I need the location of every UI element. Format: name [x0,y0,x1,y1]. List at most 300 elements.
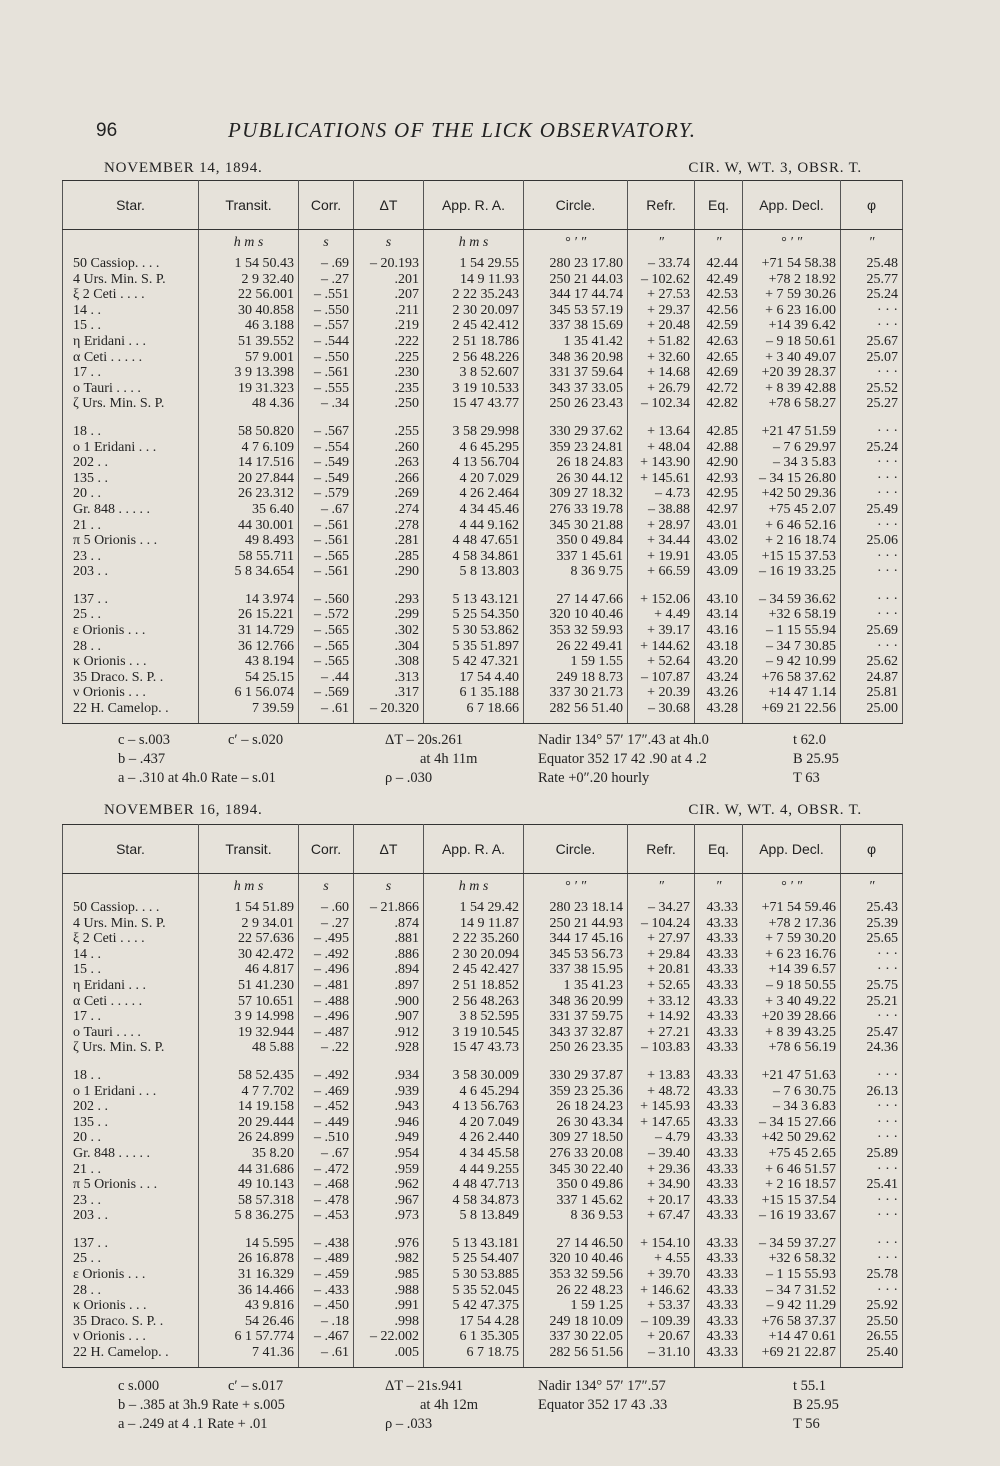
cell-ra: 4 34 45.46 [424,502,524,518]
cell-star: ν Orionis . . . [63,1329,199,1345]
cell-ra: 17 54 4.40 [424,670,524,686]
cell-star: 20 . . [63,1130,199,1146]
cell-eq: 43.33 [695,1115,743,1131]
footer-equator: Equator 352 17 43 .33 [538,1397,668,1413]
footer-a: a – .310 at 4h.0 Rate – s.01 [118,770,276,786]
table-row [63,900,903,916]
cell-decl: +14 47 0.61 [743,1329,841,1345]
cell-refr: – 103.83 [628,1040,695,1056]
cell-dt: .943 [354,1099,424,1115]
cell-phi: 25.00 [841,701,903,723]
table-row [63,1009,903,1025]
cell-transit: 20 27.844 [199,471,299,487]
cell-phi: · · · [841,1236,903,1252]
cell-phi: 26.13 [841,1084,903,1100]
section-1-cir: CIR. W, WT. 3, OBSR. T. [688,160,862,176]
cell-phi: · · · [841,1251,903,1267]
header-ra: App. R. A. [424,181,524,230]
table-row [63,287,903,303]
cell-ra: 4 6 45.295 [424,440,524,456]
unit-refr: ″ [628,230,695,257]
cell-star: 18 . . [63,1068,199,1084]
cell-decl: + 7 59 30.20 [743,931,841,947]
footer-nadir: Nadir 134° 57′ 17″.57 [538,1378,666,1394]
cell-star: 137 . . [63,1236,199,1252]
cell-refr: + 19.91 [628,549,695,565]
cell-ra: 15 47 43.77 [424,396,524,412]
table-row [63,962,903,978]
footer-c: c s.000 [118,1378,160,1394]
cell-refr: + 20.81 [628,962,695,978]
cell-phi: 25.39 [841,916,903,932]
cell-dt: .900 [354,994,424,1010]
table-row [63,931,903,947]
table-row [63,1298,903,1314]
cell-eq: 43.33 [695,916,743,932]
cell-dt: .266 [354,471,424,487]
cell-circle: 330 29 37.87 [524,1068,628,1084]
cell-ra: 2 22 35.243 [424,287,524,303]
cell-eq: 43.09 [695,564,743,580]
cell-eq: 42.88 [695,440,743,456]
footer-dt_at: at 4h 12m [420,1397,478,1413]
cell-corr: – .61 [299,1345,354,1367]
table-row [63,1084,903,1100]
cell-transit: 1 54 50.43 [199,256,299,272]
cell-refr: + 27.97 [628,931,695,947]
table-row [63,1267,903,1283]
cell-refr: + 34.44 [628,533,695,549]
page-header [0,118,1000,148]
cell-corr: – .459 [299,1267,354,1283]
footer-T: T 63 [793,770,820,786]
cell-star: 18 . . [63,424,199,440]
cell-circle: 337 30 22.05 [524,1329,628,1345]
cell-star: 15 . . [63,318,199,334]
cell-star: α Ceti . . . . . [63,994,199,1010]
cell-star: 135 . . [63,471,199,487]
cell-transit: 3 9 14.998 [199,1009,299,1025]
cell-ra: 5 35 51.897 [424,639,524,655]
table-row [63,1025,903,1041]
cell-phi: · · · [841,1283,903,1299]
cell-circle: 27 14 46.50 [524,1236,628,1252]
cell-dt: .250 [354,396,424,412]
cell-dt: .281 [354,533,424,549]
cell-corr: – .555 [299,381,354,397]
cell-circle: 348 36 20.98 [524,350,628,366]
cell-circle: 359 23 25.36 [524,1084,628,1100]
cell-corr: – .544 [299,334,354,350]
cell-circle: 345 30 22.40 [524,1162,628,1178]
cell-dt: .230 [354,365,424,381]
cell-eq: 43.33 [695,931,743,947]
cell-refr: + 51.82 [628,334,695,350]
cell-decl: +78 2 17.36 [743,916,841,932]
cell-decl: +15 15 37.54 [743,1193,841,1209]
cell-dt: .313 [354,670,424,686]
cell-circle: 1 35 41.42 [524,334,628,350]
cell-corr: – .551 [299,287,354,303]
cell-dt: .874 [354,916,424,932]
cell-transit: 2 9 32.40 [199,272,299,288]
observation-table-nov16 [62,824,903,1368]
cell-circle: 337 30 21.73 [524,685,628,701]
cell-transit: 3 9 13.398 [199,365,299,381]
cell-eq: 43.33 [695,1251,743,1267]
cell-circle: 345 30 21.88 [524,518,628,534]
cell-transit: 19 32.944 [199,1025,299,1041]
cell-corr: – .572 [299,607,354,623]
cell-corr: – .469 [299,1084,354,1100]
cell-phi: · · · [841,564,903,580]
table-row [63,1162,903,1178]
cell-decl: + 8 39 43.25 [743,1025,841,1041]
cell-refr: + 20.48 [628,318,695,334]
cell-transit: 49 10.143 [199,1177,299,1193]
cell-decl: – 34 3 5.83 [743,455,841,471]
cell-circle: 344 17 44.74 [524,287,628,303]
table-row [63,486,903,502]
cell-ra: 3 8 52.607 [424,365,524,381]
cell-ra: 4 44 9.162 [424,518,524,534]
cell-corr: – .67 [299,502,354,518]
cell-refr: + 146.62 [628,1283,695,1299]
header-eq: Eq. [695,825,743,874]
cell-decl: +75 45 2.65 [743,1146,841,1162]
cell-transit: 46 4.817 [199,962,299,978]
table-row [63,670,903,686]
cell-star: ζ Urs. Min. S. P. [63,396,199,412]
cell-corr: – .561 [299,533,354,549]
cell-refr: + 26.79 [628,381,695,397]
cell-eq: 43.20 [695,654,743,670]
cell-corr: – .565 [299,623,354,639]
cell-eq: 43.05 [695,549,743,565]
cell-eq: 42.90 [695,455,743,471]
header-phi: φ [841,825,903,874]
cell-refr: + 152.06 [628,592,695,608]
cell-phi: 24.36 [841,1040,903,1056]
cell-dt: .225 [354,350,424,366]
table-row [63,350,903,366]
cell-dt: .211 [354,303,424,319]
header-star: Star. [63,825,199,874]
cell-circle: 353 32 59.56 [524,1267,628,1283]
cell-dt: .005 [354,1345,424,1367]
cell-phi: 25.62 [841,654,903,670]
cell-circle: 345 53 57.19 [524,303,628,319]
footer-c: c – s.003 [118,732,170,748]
cell-ra: 4 6 45.294 [424,1084,524,1100]
cell-transit: 54 25.15 [199,670,299,686]
cell-decl: + 2 16 18.74 [743,533,841,549]
cell-decl: + 7 59 30.26 [743,287,841,303]
cell-phi: · · · [841,1162,903,1178]
cell-decl: – 7 6 30.75 [743,1084,841,1100]
cell-refr: + 66.59 [628,564,695,580]
header-circle: Circle. [524,181,628,230]
footer-rho: ρ – .033 [385,1416,433,1432]
cell-circle: 250 26 23.35 [524,1040,628,1056]
cell-eq: 42.49 [695,272,743,288]
table-row [63,518,903,534]
header-dt: ΔT [354,825,424,874]
cell-phi: · · · [841,455,903,471]
cell-circle: 1 59 1.55 [524,654,628,670]
cell-refr: + 13.83 [628,1068,695,1084]
cell-dt: .278 [354,518,424,534]
cell-eq: 42.63 [695,334,743,350]
cell-dt: .881 [354,931,424,947]
table-row [63,639,903,655]
header-dt: ΔT [354,181,424,230]
cell-dt: .290 [354,564,424,580]
section-2-cir: CIR. W, WT. 4, OBSR. T. [688,802,862,818]
cell-circle: 348 36 20.99 [524,994,628,1010]
cell-decl: – 9 42 10.99 [743,654,841,670]
cell-phi: 25.43 [841,900,903,916]
cell-star: 203 . . [63,1208,199,1224]
cell-ra: 6 1 35.305 [424,1329,524,1345]
table-row [63,396,903,412]
cell-dt: .894 [354,962,424,978]
cell-decl: – 34 59 37.27 [743,1236,841,1252]
cell-dt: .988 [354,1283,424,1299]
cell-decl: – 34 3 6.83 [743,1099,841,1115]
cell-dt: .949 [354,1130,424,1146]
cell-eq: 43.33 [695,1146,743,1162]
table-row [63,440,903,456]
cell-dt: .954 [354,1146,424,1162]
table-row [63,701,903,723]
footer-dt: ΔT – 21s.941 [385,1378,463,1394]
cell-eq: 43.33 [695,1345,743,1367]
cell-star: η Eridani . . . [63,334,199,350]
cell-decl: +15 15 37.53 [743,549,841,565]
cell-decl: + 3 40 49.07 [743,350,841,366]
cell-eq: 43.10 [695,592,743,608]
cell-refr: – 31.10 [628,1345,695,1367]
cell-phi: · · · [841,1068,903,1084]
cell-dt: .998 [354,1314,424,1330]
cell-refr: + 144.62 [628,639,695,655]
cell-corr: – .468 [299,1177,354,1193]
cell-transit: 30 42.472 [199,947,299,963]
footer-b: b – .437 [118,751,166,767]
unit-ra: h m s [424,874,524,901]
cell-circle: 27 14 47.66 [524,592,628,608]
cell-decl: +32 6 58.19 [743,607,841,623]
cell-star: 135 . . [63,1115,199,1131]
cell-dt: .928 [354,1040,424,1056]
cell-dt: .317 [354,685,424,701]
cell-star: 28 . . [63,1283,199,1299]
table-row [63,1251,903,1267]
unit-eq: ″ [695,230,743,257]
cell-transit: 20 29.444 [199,1115,299,1131]
cell-ra: 4 44 9.255 [424,1162,524,1178]
unit-circle: ° ′ ″ [524,230,628,257]
unit-star [63,230,199,257]
cell-dt: .897 [354,978,424,994]
footer-a: a – .249 at 4 .1 Rate + .01 [118,1416,268,1432]
cell-star: 17 . . [63,365,199,381]
cell-refr: – 34.27 [628,900,695,916]
cell-phi: 25.21 [841,994,903,1010]
cell-corr: – .496 [299,1009,354,1025]
cell-transit: 58 57.318 [199,1193,299,1209]
footer-B: B 25.95 [793,751,839,767]
header-transit: Transit. [199,825,299,874]
cell-eq: 43.33 [695,1084,743,1100]
cell-phi: · · · [841,518,903,534]
cell-star: κ Orionis . . . [63,1298,199,1314]
cell-decl: – 1 15 55.94 [743,623,841,639]
cell-decl: +78 6 56.19 [743,1040,841,1056]
cell-decl: – 34 59 36.62 [743,592,841,608]
cell-eq: 43.33 [695,1068,743,1084]
cell-ra: 5 30 53.885 [424,1267,524,1283]
cell-ra: 5 8 13.849 [424,1208,524,1224]
cell-star: 50 Cassiop. . . . [63,900,199,916]
cell-corr: – .433 [299,1283,354,1299]
cell-dt: .991 [354,1298,424,1314]
cell-phi: 25.24 [841,287,903,303]
cell-decl: – 16 19 33.25 [743,564,841,580]
cell-refr: + 4.49 [628,607,695,623]
cell-eq: 43.33 [695,1099,743,1115]
cell-phi: 25.47 [841,1025,903,1041]
cell-decl: – 1 15 55.93 [743,1267,841,1283]
cell-decl: +14 39 6.42 [743,318,841,334]
cell-phi: · · · [841,365,903,381]
cell-corr: – .488 [299,994,354,1010]
cell-decl: +75 45 2.07 [743,502,841,518]
cell-eq: 43.33 [695,1025,743,1041]
cell-transit: 14 19.158 [199,1099,299,1115]
cell-circle: 26 22 49.41 [524,639,628,655]
cell-ra: 3 19 10.545 [424,1025,524,1041]
cell-phi: · · · [841,303,903,319]
cell-decl: – 34 7 30.85 [743,639,841,655]
cell-star: ξ 2 Ceti . . . . [63,287,199,303]
cell-decl: – 9 18 50.55 [743,978,841,994]
cell-circle: 353 32 59.93 [524,623,628,639]
cell-corr: – .557 [299,318,354,334]
cell-corr: – .492 [299,1068,354,1084]
cell-dt: .967 [354,1193,424,1209]
cell-transit: 31 16.329 [199,1267,299,1283]
cell-ra: 6 7 18.66 [424,701,524,723]
cell-phi: · · · [841,592,903,608]
cell-corr: – .18 [299,1314,354,1330]
cell-corr: – .452 [299,1099,354,1115]
footer-t: t 62.0 [793,732,827,748]
cell-star: π 5 Orionis . . . [63,533,199,549]
cell-refr: – 30.68 [628,701,695,723]
cell-ra: 3 19 10.533 [424,381,524,397]
cell-circle: 276 33 20.08 [524,1146,628,1162]
cell-decl: +32 6 58.32 [743,1251,841,1267]
cell-decl: +78 6 58.27 [743,396,841,412]
cell-phi: · · · [841,1193,903,1209]
cell-transit: 44 31.686 [199,1162,299,1178]
cell-star: 14 . . [63,303,199,319]
table-row [63,1040,903,1056]
table-row [63,1115,903,1131]
cell-eq: 42.95 [695,486,743,502]
cell-refr: + 67.47 [628,1208,695,1224]
cell-eq: 42.72 [695,381,743,397]
cell-ra: 5 13 43.181 [424,1236,524,1252]
cell-transit: 5 8 34.654 [199,564,299,580]
cell-eq: 43.02 [695,533,743,549]
cell-ra: 4 34 45.58 [424,1146,524,1162]
table-row [63,994,903,1010]
cell-star: 21 . . [63,1162,199,1178]
cell-decl: +71 54 58.38 [743,256,841,272]
table-row [63,592,903,608]
unit-eq: ″ [695,874,743,901]
table-row [63,1236,903,1252]
cell-refr: + 27.53 [628,287,695,303]
cell-decl: – 34 15 26.80 [743,471,841,487]
cell-transit: 5 8 36.275 [199,1208,299,1224]
cell-ra: 5 25 54.350 [424,607,524,623]
cell-corr: – .472 [299,1162,354,1178]
table-row [63,502,903,518]
cell-decl: +42 50 29.62 [743,1130,841,1146]
cell-transit: 36 14.466 [199,1283,299,1299]
cell-ra: 4 20 7.029 [424,471,524,487]
cell-phi: · · · [841,962,903,978]
cell-ra: 2 45 42.412 [424,318,524,334]
cell-dt: .982 [354,1251,424,1267]
cell-decl: +21 47 51.63 [743,1068,841,1084]
cell-ra: 3 58 29.998 [424,424,524,440]
cell-circle: 330 29 37.62 [524,424,628,440]
cell-dt: – 22.002 [354,1329,424,1345]
cell-dt: .939 [354,1084,424,1100]
cell-phi: 25.92 [841,1298,903,1314]
cell-corr: – .34 [299,396,354,412]
cell-dt: .907 [354,1009,424,1025]
cell-decl: – 9 42 11.29 [743,1298,841,1314]
cell-ra: 2 22 35.260 [424,931,524,947]
cell-circle: 250 26 23.43 [524,396,628,412]
cell-ra: 15 47 43.73 [424,1040,524,1056]
cell-decl: – 16 19 33.67 [743,1208,841,1224]
cell-star: 20 . . [63,486,199,502]
cell-dt: .263 [354,455,424,471]
unit-dt: s [354,874,424,901]
footer-t: t 55.1 [793,1378,827,1394]
cell-transit: 4 7 7.702 [199,1084,299,1100]
cell-circle: 250 21 44.03 [524,272,628,288]
table-row [63,1283,903,1299]
header-ra: App. R. A. [424,825,524,874]
cell-phi: 25.48 [841,256,903,272]
cell-star: α Ceti . . . . . [63,350,199,366]
cell-refr: + 39.70 [628,1267,695,1283]
cell-transit: 43 9.816 [199,1298,299,1314]
cell-decl: – 34 15 27.66 [743,1115,841,1131]
cell-corr: – .550 [299,303,354,319]
cell-corr: – .69 [299,256,354,272]
cell-star: Gr. 848 . . . . . [63,502,199,518]
cell-circle: 343 37 32.87 [524,1025,628,1041]
